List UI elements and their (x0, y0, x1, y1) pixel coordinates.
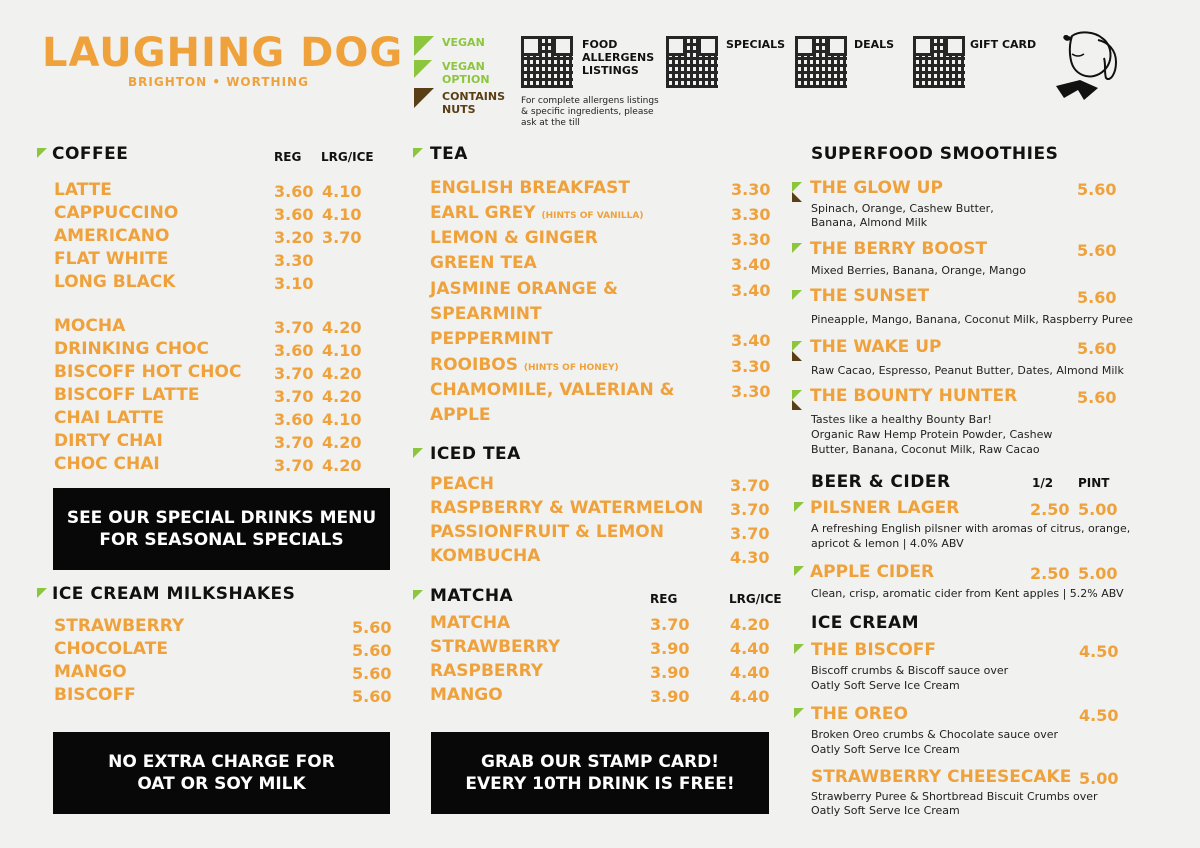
iced-tea-item-price: 3.70 (730, 524, 770, 543)
iced-tea-title: ICED TEA (430, 444, 521, 464)
tea-item-price: 3.30 (731, 357, 771, 376)
coffee-item-name: DRINKING CHOC (54, 339, 209, 359)
milkshake-item-price: 5.60 (352, 618, 392, 637)
tea-item-name: PEPPERMINT (430, 329, 553, 349)
smoothie-item-desc: Tastes like a healthy Bounty Bar! (811, 413, 992, 426)
ice-cream-item-price: 4.50 (1079, 706, 1119, 725)
smoothie-item-price: 5.60 (1077, 388, 1117, 407)
tea-item-price: 3.30 (731, 180, 771, 199)
iced-tea-item-price: 3.70 (730, 476, 770, 495)
legend-vegan: VEGAN (442, 36, 485, 49)
tea-item-price: 3.40 (731, 331, 771, 350)
smoothie-item-desc: Organic Raw Hemp Protein Powder, Cashew (811, 428, 1053, 441)
coffee-item-name: BISCOFF HOT CHOC (54, 362, 242, 382)
vegan-marker-icon (792, 341, 802, 351)
milkshakes-title: ICE CREAM MILKSHAKES (52, 584, 296, 604)
coffee-item-reg: 3.20 (274, 228, 314, 247)
smoothie-item-price: 5.60 (1077, 288, 1117, 307)
specials-qr-icon[interactable] (666, 36, 718, 88)
brown-triangle-icon (414, 88, 434, 108)
qr-label-specials: SPECIALS (726, 38, 786, 51)
smoothie-item-name: THE BOUNTY HUNTER (810, 386, 1018, 406)
tea-item-note: (HINTS OF HONEY) (523, 363, 619, 373)
smoothie-item-desc: Raw Cacao, Espresso, Peanut Butter, Dates, Almond Milk (811, 364, 1124, 377)
ice-cream-item-desc: Oatly Soft Serve Ice Cream (811, 743, 960, 756)
matcha-item-lrg: 4.40 (730, 663, 770, 682)
coffee-item-reg: 3.70 (274, 387, 314, 406)
coffee-item-name: CAPPUCCINO (54, 203, 179, 223)
coffee-item-name: FLAT WHITE (54, 249, 169, 269)
vegan-marker-icon (794, 644, 804, 654)
stamp-card-line-1: GRAB OUR STAMP CARD! (481, 752, 719, 772)
beer-item-name: APPLE CIDER (810, 562, 935, 582)
matcha-item-name: MATCHA (430, 613, 511, 633)
matcha-item-name: RASPBERRY (430, 661, 544, 681)
brand-locations: BRIGHTON • WORTHING (128, 75, 309, 89)
dog-logo-icon (1050, 28, 1125, 103)
coffee-item-lrg: 4.10 (322, 205, 362, 224)
stamp-card-banner (431, 732, 769, 814)
vegan-option-marker-icon (37, 148, 47, 158)
milkshake-item-price: 5.60 (352, 664, 392, 683)
matcha-col-lrg: LRG/ICE (729, 592, 782, 606)
milk-banner (53, 732, 390, 814)
iced-tea-item-name: PASSIONFRUIT & LEMON (430, 522, 664, 542)
ice-cream-item-desc: Oatly Soft Serve Ice Cream (811, 679, 960, 692)
smoothie-item-price: 5.60 (1077, 180, 1117, 199)
beer-item-half: 2.50 (1030, 564, 1070, 583)
coffee-item-lrg: 4.20 (322, 364, 362, 383)
coffee-item-lrg: 4.20 (322, 318, 362, 337)
tea-title: TEA (430, 144, 468, 164)
coffee-item-lrg: 4.10 (322, 410, 362, 429)
smoothie-item-name: THE BERRY BOOST (810, 239, 988, 259)
beer-item-name: PILSNER LAGER (810, 498, 960, 518)
iced-tea-item-name: PEACH (430, 474, 494, 494)
coffee-item-reg: 3.70 (274, 318, 314, 337)
matcha-col-reg: REG (650, 592, 678, 606)
smoothie-item-name: THE SUNSET (810, 286, 930, 306)
smoothie-item-desc: Pineapple, Mango, Banana, Coconut Milk, Raspberry Puree (811, 313, 1133, 326)
vegan-marker-icon (792, 182, 802, 192)
ice-cream-item-price: 4.50 (1079, 642, 1119, 661)
milkshake-item-price: 5.60 (352, 641, 392, 660)
allergens-qr-icon[interactable] (521, 36, 573, 88)
ice-cream-item-desc: Oatly Soft Serve Ice Cream (811, 804, 960, 817)
smoothie-item-desc: Banana, Almond Milk (811, 216, 928, 229)
legend-vegan-option: VEGAN OPTION (442, 60, 490, 86)
smoothie-item-name: THE WAKE UP (810, 337, 942, 357)
smoothie-item-price: 5.60 (1077, 339, 1117, 358)
coffee-item-lrg: 3.70 (322, 228, 362, 247)
coffee-item-reg: 3.30 (274, 251, 314, 270)
milkshake-item-price: 5.60 (352, 687, 392, 706)
matcha-item-lrg: 4.40 (730, 639, 770, 658)
smoothies-title: SUPERFOOD SMOOTHIES (811, 144, 1059, 164)
iced-tea-item-price: 3.70 (730, 500, 770, 519)
tea-item-name: JASMINE ORANGE & (430, 279, 618, 299)
matcha-item-name: STRAWBERRY (430, 637, 561, 657)
vegan-option-marker-icon (413, 590, 423, 600)
matcha-item-lrg: 4.20 (730, 615, 770, 634)
matcha-item-lrg: 4.40 (730, 687, 770, 706)
vegan-marker-icon (792, 290, 802, 300)
matcha-item-reg: 3.90 (650, 639, 690, 658)
coffee-item-name: CHAI LATTE (54, 408, 164, 428)
milkshake-item-name: MANGO (54, 662, 127, 682)
smoothie-item-desc: Mixed Berries, Banana, Orange, Mango (811, 264, 1026, 277)
tea-item-name: ENGLISH BREAKFAST (430, 178, 630, 198)
ice-cream-item-name: THE BISCOFF (811, 640, 937, 660)
coffee-item-lrg: 4.20 (322, 433, 362, 452)
smoothie-item-desc: Butter, Banana, Coconut Milk, Raw Cacao (811, 443, 1040, 456)
coffee-col-lrg: LRG/ICE (321, 150, 374, 164)
ice-cream-item-name: STRAWBERRY CHEESECAKE (811, 767, 1072, 787)
coffee-item-name: LATTE (54, 180, 112, 200)
milkshake-item-name: STRAWBERRY (54, 616, 185, 636)
matcha-item-reg: 3.90 (650, 663, 690, 682)
vegan-option-marker-icon (413, 148, 423, 158)
vegan-marker-icon (794, 566, 804, 576)
tea-item-name: LEMON & GINGER (430, 228, 598, 248)
tea-item-name: SPEARMINT (430, 304, 542, 324)
gift-card-qr-icon[interactable] (913, 36, 965, 88)
tea-item-name: GREEN TEA (430, 253, 537, 273)
tea-item-price: 3.40 (731, 255, 771, 274)
coffee-item-lrg: 4.10 (322, 341, 362, 360)
matcha-item-name: MANGO (430, 685, 503, 705)
coffee-item-name: AMERICANO (54, 226, 170, 246)
coffee-item-reg: 3.60 (274, 410, 314, 429)
brand-title: LAUGHING DOG (42, 30, 404, 76)
iced-tea-item-name: RASPBERRY & WATERMELON (430, 498, 704, 518)
vegan-marker-icon (794, 708, 804, 718)
nuts-marker-icon (792, 400, 802, 410)
special-drinks-line-2: FOR SEASONAL SPECIALS (99, 530, 344, 550)
green-triangle-icon (414, 36, 434, 56)
special-drinks-line-1: SEE OUR SPECIAL DRINKS MENU (66, 508, 377, 528)
coffee-item-reg: 3.70 (274, 456, 314, 475)
nuts-marker-icon (792, 351, 802, 361)
vegan-marker-icon (794, 502, 804, 512)
coffee-item-reg: 3.70 (274, 364, 314, 383)
tea-item-price: 3.30 (731, 382, 771, 401)
matcha-title: MATCHA (430, 586, 514, 606)
coffee-item-reg: 3.60 (274, 182, 314, 201)
nuts-marker-icon (792, 192, 802, 202)
coffee-item-lrg: 4.20 (322, 387, 362, 406)
vegan-option-marker-icon (37, 588, 47, 598)
beer-title: BEER & CIDER (811, 472, 951, 492)
tea-item-name: ROOIBOS (HINTS OF HONEY) (430, 355, 619, 375)
ice-cream-item-name: THE OREO (811, 704, 908, 724)
milkshake-item-name: CHOCOLATE (54, 639, 168, 659)
coffee-item-name: BISCOFF LATTE (54, 385, 200, 405)
ice-cream-item-desc: Broken Oreo crumbs & Chocolate sauce over (811, 728, 1059, 741)
matcha-item-reg: 3.70 (650, 615, 690, 634)
coffee-item-reg: 3.60 (274, 341, 314, 360)
beer-item-desc: A refreshing English pilsner with aromas of citrus, orange, (811, 522, 1131, 535)
ice-cream-item-price: 5.00 (1079, 769, 1119, 788)
tea-item-price: 3.40 (731, 281, 771, 300)
milk-banner-line-2: OAT OR SOY MILK (137, 774, 306, 794)
smoothie-item-desc: Spinach, Orange, Cashew Butter, (811, 202, 994, 215)
matcha-item-reg: 3.90 (650, 687, 690, 706)
coffee-item-name: DIRTY CHAI (54, 431, 163, 451)
milk-banner-line-1: NO EXTRA CHARGE FOR (108, 752, 335, 772)
beer-col-half: 1/2 (1032, 476, 1054, 490)
stamp-card-line-2: EVERY 10TH DRINK IS FREE! (465, 774, 735, 794)
coffee-item-reg: 3.70 (274, 433, 314, 452)
coffee-item-name: LONG BLACK (54, 272, 176, 292)
qr-label-deals: DEALS (854, 38, 895, 51)
beer-item-desc: apricot & lemon | 4.0% ABV (811, 537, 964, 550)
dietary-legend (414, 36, 514, 116)
beer-item-half: 2.50 (1030, 500, 1070, 519)
coffee-item-name: MOCHA (54, 316, 126, 336)
coffee-item-reg: 3.60 (274, 205, 314, 224)
deals-qr-icon[interactable] (795, 36, 847, 88)
coffee-item-name: CHOC CHAI (54, 454, 160, 474)
small-green-triangle-icon (414, 60, 432, 78)
vegan-marker-icon (792, 390, 802, 400)
ice-cream-item-desc: Biscoff crumbs & Biscoff sauce over (811, 664, 1009, 677)
ice-cream-item-desc: Strawberry Puree & Shortbread Biscuit Crumbs over (811, 790, 1098, 803)
smoothie-item-price: 5.60 (1077, 241, 1117, 260)
beer-col-pint: PINT (1078, 476, 1110, 490)
coffee-title: COFFEE (52, 144, 129, 164)
milkshake-item-name: BISCOFF (54, 685, 136, 705)
qr-label-allergens: FOOD ALLERGENS LISTINGS (582, 38, 655, 77)
tea-item-price: 3.30 (731, 230, 771, 249)
beer-item-pint: 5.00 (1078, 564, 1118, 583)
coffee-item-lrg: 4.20 (322, 456, 362, 475)
iced-tea-item-name: KOMBUCHA (430, 546, 541, 566)
tea-item-name: APPLE (430, 405, 491, 425)
iced-tea-item-price: 4.30 (730, 548, 770, 567)
tea-item-price: 3.30 (731, 205, 771, 224)
ice-cream-title: ICE CREAM (811, 613, 920, 633)
qr-label-gift-card: GIFT CARD (970, 38, 1037, 51)
tea-item-name: CHAMOMILE, VALERIAN & (430, 380, 675, 400)
vegan-option-marker-icon (413, 448, 423, 458)
special-drinks-banner (53, 488, 390, 570)
tea-item-name: EARL GREY (HINTS OF VANILLA) (430, 203, 644, 223)
vegan-marker-icon (792, 243, 802, 253)
beer-item-pint: 5.00 (1078, 500, 1118, 519)
beer-item-desc: Clean, crisp, aromatic cider from Kent apples | 5.2% ABV (811, 587, 1124, 600)
smoothie-item-name: THE GLOW UP (810, 178, 943, 198)
tea-item-note: (HINTS OF VANILLA) (541, 211, 644, 221)
coffee-item-lrg: 4.10 (322, 182, 362, 201)
legend-contains-nuts: CONTAINS NUTS (442, 90, 506, 116)
coffee-item-reg: 3.10 (274, 274, 314, 293)
allergen-note: For complete allergens listings & specific ingredients, please ask at the till (521, 96, 659, 128)
coffee-col-reg: REG (274, 150, 302, 164)
